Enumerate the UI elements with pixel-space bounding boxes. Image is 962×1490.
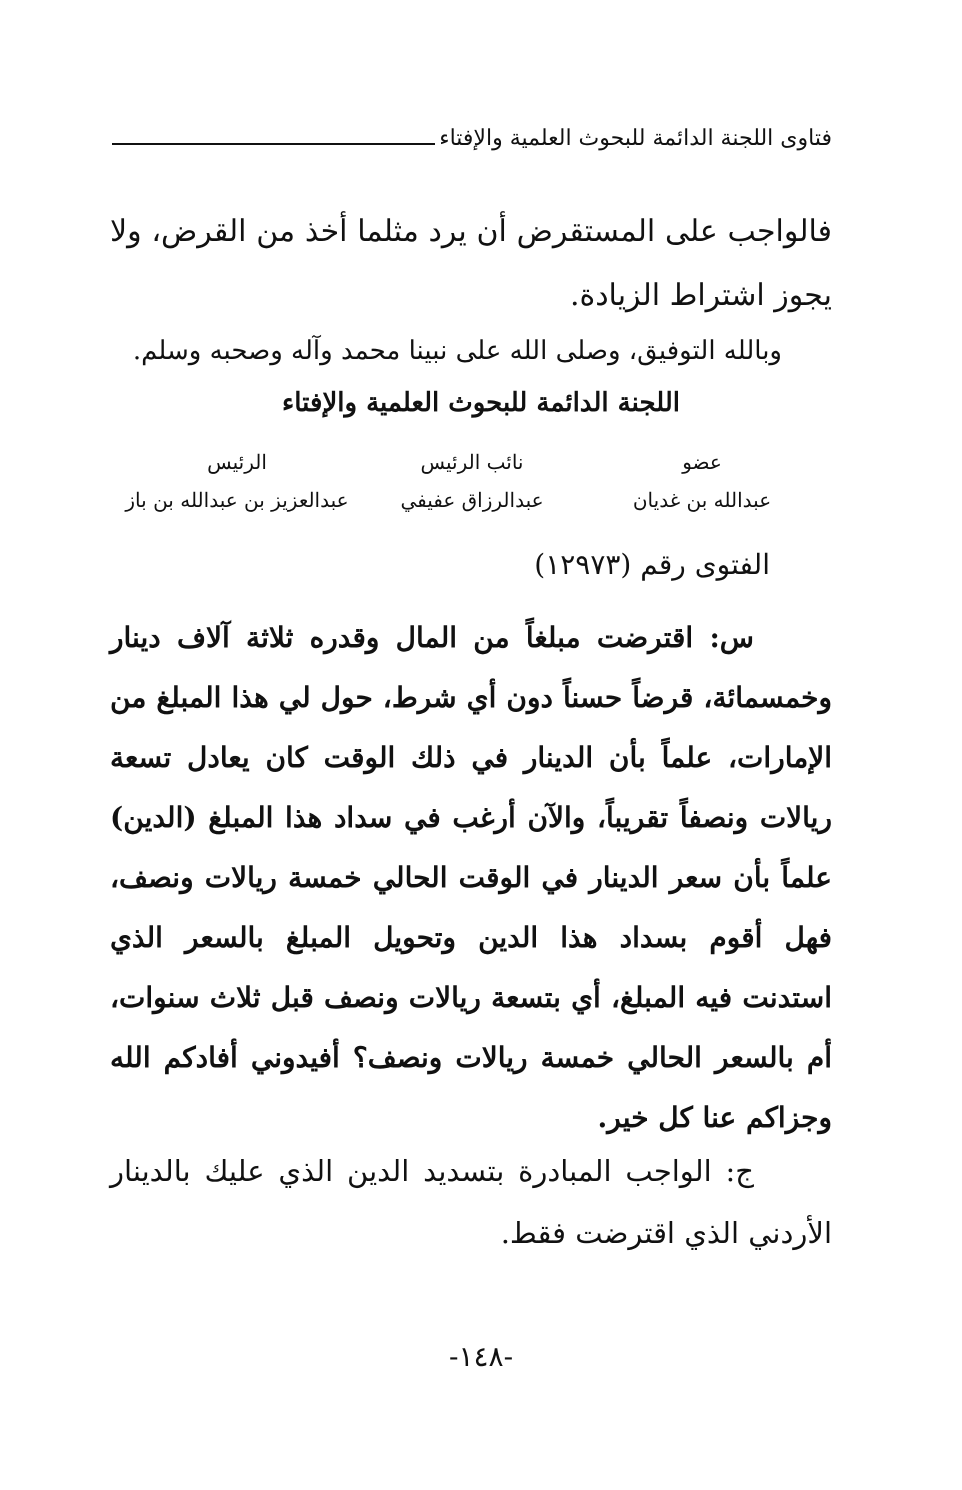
fatwa-number: الفتوى رقم (١٢٩٧٣) (534, 548, 770, 581)
signatory-member (612, 450, 792, 512)
closing-salutation: وبالله التوفيق، وصلى الله على نبينا محمد وآله وصحبه وسلم. (132, 336, 782, 366)
question-paragraph: س: اقترضت مبلغاً من المال وقدره ثلاثة آلاف دينار وخمسمائة، قرضاً حسناً دون أي شرط، حول لي هذا المبلغ من الإمارات، علماً بأن الدينار في ذلك الوقت كان يعادل تسعة ريالات ونصفاً تقريباً، والآن أرغب في سداد هذا المبلغ (الدين) علماً بأن سعر الدينار في الوقت الحالي خمسة ريالات ونصف، فهل أقوم بسداد هذا الدين وتحويل المبلغ بالسعر الذي استدنت فيه المبلغ، أي بتسعة ريالات ونصف قبل ثلاث سنوات، أم بالسعر الحالي خمسة ريالات ونصف؟ أفيدوني أفادكم الله وجزاكم عنا كل خير. (110, 621, 832, 1134)
answer-paragraph: ج: الواجب المبادرة بتسديد الدين الذي عليك بالدينار الأردني الذي اقترضت فقط. (110, 1154, 832, 1250)
page-number: -١٤٨- (448, 1340, 514, 1373)
signatory-role: عضو (682, 450, 722, 474)
signatory-name: عبدالرزاق عفيفي (400, 488, 544, 512)
signatory-president (122, 450, 352, 512)
signatory-role: الرئيس (207, 450, 267, 474)
signatory-name: عبدالعزيز بن عبدالله بن باز (125, 488, 349, 512)
signatory-vice-president (382, 450, 562, 512)
running-header (112, 126, 832, 151)
signatory-name: عبدالله بن غديان (632, 488, 772, 512)
header-title: فتاوى اللجنة الدائمة للبحوث العلمية والإفتاء (439, 126, 832, 151)
intro-paragraph: فالواجب على المستقرض أن يرد مثلما أخذ من القرض، ولا يجوز اشتراط الزيادة. (110, 214, 832, 313)
header-rule (112, 143, 435, 145)
signatory-role: نائب الرئيس (420, 450, 524, 474)
committee-name: اللجنة الدائمة للبحوث العلمية والإفتاء (282, 388, 680, 418)
